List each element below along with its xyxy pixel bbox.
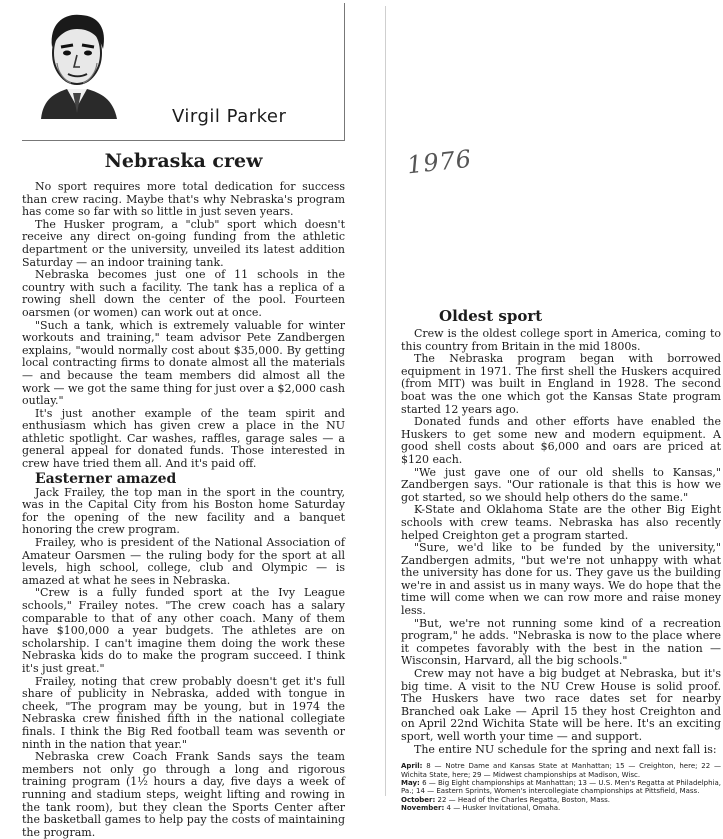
paragraph: Donated funds and other efforts have enabled the Huskers to get some new and modern equipment. A good shell costs about $6,000 and oars are priced at $120 each. xyxy=(401,415,721,466)
schedule-entry xyxy=(401,762,721,779)
schedule-text: 6 — Big Eight championships at Manhattan; 13 — U.S. Men's Regatta at Philadelphia, Pa.; 14 — Eastern Sprints, Women's intercollegiate championships at Pittsfield, Mass. xyxy=(401,779,721,796)
schedule-list xyxy=(401,762,721,812)
schedule-month: April: xyxy=(401,762,423,771)
schedule-intro: The entire NU schedule for the spring and next fall is: xyxy=(414,742,717,756)
schedule-entry xyxy=(401,796,721,804)
paragraph: The Nebraska program began with borrowed equipment in 1971. The first shell the Huskers acquired (from MIT) was built in England in 1928. The second boat was the one which got the Kansas State program started 12 years ago. xyxy=(401,352,721,416)
paragraph: Frailey, noting that crew probably doesn't get it's full share of publicity in Nebraska, added with tongue in cheek, "The program may be young, but in 1974 the Nebraska crew finished fifth in the national collegiate finals. I think the Big Red football team was seventh or ninth in the nation that year." xyxy=(22,674,345,751)
paragraph: Frailey, who is president of the National Association of Amateur Oarsmen — the ruling body for the sport at all levels, high school, college, club and Olympic — is amazed at what he sees in Nebraska. xyxy=(22,536,345,587)
left-column xyxy=(22,181,345,839)
handwritten-year: 1976 xyxy=(405,144,474,180)
paragraph: Crew may not have a big budget at Nebraska, but it's big time. A visit to the NU Crew House is solid proof. The Huskers have two race dates set for nearby Branched oak Lake — April 15 they host Creighton and on April 22nd Wichita State will be here. It's an exciting sport, well worth your time — and support. xyxy=(401,667,721,743)
paragraph: "Sure, we'd like to be funded by the university," Zandbergen admits, "but we're not unhappy with what the university has done for us. They gave us the building we're in and assist us in many ways. We do hope that the time will come when we can row more and raise money less. xyxy=(401,541,721,618)
column-divider xyxy=(385,6,386,796)
headline: Nebraska crew xyxy=(104,150,263,172)
schedule-month: October: xyxy=(401,795,436,804)
paragraph: The Husker program, a "club" sport which doesn't receive any direct on-going funding from the athletic department or the university, unveiled its latest addition Saturday — an indoor training tank. xyxy=(22,217,345,269)
byline-name: Virgil Parker xyxy=(172,106,287,127)
paragraph: Nebraska becomes just one of 11 schools in the country with such a facility. The tank has a replica of a rowing shell down the center of the pool. Fourteen oarsmen (or women) can work out at once. xyxy=(22,268,345,319)
subhead-easterner: Easterner amazed xyxy=(35,470,177,487)
right-column xyxy=(401,308,721,813)
schedule-entry xyxy=(401,779,721,796)
paragraph: "Crew is a fully funded sport at the Ivy League schools," Frailey notes. "The crew coach has a salary comparable to that of any other coach. Many of them have $100,000 a year budgets. The athletes are on scholarship. I can't imagine them doing the work these Nebraska kids do to make the program succeed. I think it's just great." xyxy=(22,586,345,675)
schedule-month: May: xyxy=(401,779,420,787)
schedule-text: 4 — Husker Invitational, Omaha. xyxy=(446,804,561,813)
paragraph: It's just another example of the team spirit and enthusiasm which has given crew a place in the NU athletic spotlight. Car washes, raffles, garage sales — a general appeal for donated funds. Those interested in crew have tried them all. And it's paid off. xyxy=(22,406,345,471)
author-portrait xyxy=(27,7,127,119)
schedule-text: 8 — Notre Dame and Kansas State at Manhattan; 15 — Creighton, here; 22 — Wichita State, here; 29 — Midwest championships at Madison, Wisc. xyxy=(401,762,721,779)
schedule-text: 22 — Head of the Charles Regatta, Boston, Mass. xyxy=(437,795,610,804)
schedule-month: November: xyxy=(401,804,445,813)
paragraph: "Such a tank, which is extremely valuable for winter workouts and training," team advisor Pete Zandbergen explains, "would normally cost about $35,000. By getting local contracting firms to donate almost all the materials — and because the team members did almost all the work — we got the same thing for just over a $2,000 cash outlay." xyxy=(22,318,345,408)
subhead-oldest-sport: Oldest sport xyxy=(439,307,543,325)
paragraph: No sport requires more total dedication for success than crew racing. Maybe that's why Nebraska's program has come so far with so little in just seven years. xyxy=(22,180,345,219)
paragraph: Crew is the oldest college sport in America, coming to this country from Britain in the mid 1800s. xyxy=(401,327,721,353)
paragraph: K-State and Oklahoma State are the other Big Eight schools with crew teams. Nebraska has also recently helped Creighton get a program started. xyxy=(401,503,721,542)
paragraph: "But, we're not running some kind of a recreation program," he adds. "Nebraska is now to the place where it competes favorably with the best in the nation — Wisconsin, Harvard, all the big schools." xyxy=(401,616,721,668)
byline-box xyxy=(22,3,345,141)
schedule-entry xyxy=(401,804,721,812)
paragraph: Jack Frailey, the top man in the sport in the country, was in the Capital City from his Boston home Saturday for the opening of the new facility and a banquet honoring the crew program. xyxy=(22,485,345,537)
paragraph: Nebraska crew Coach Frank Sands says the team members not only go through a long and rigorous training program (1½ hours a day, five days a week of running and stadium steps, weight lifting and rowing in the tank room), but they clean the Sports Center after the basketball games to help pay the costs of maintaining the program. xyxy=(22,750,345,839)
paragraph: "We just gave one of our old shells to Kansas," Zandbergen says. "Our rationale is that this is how we got started, so we should help others do the same." xyxy=(401,465,721,504)
